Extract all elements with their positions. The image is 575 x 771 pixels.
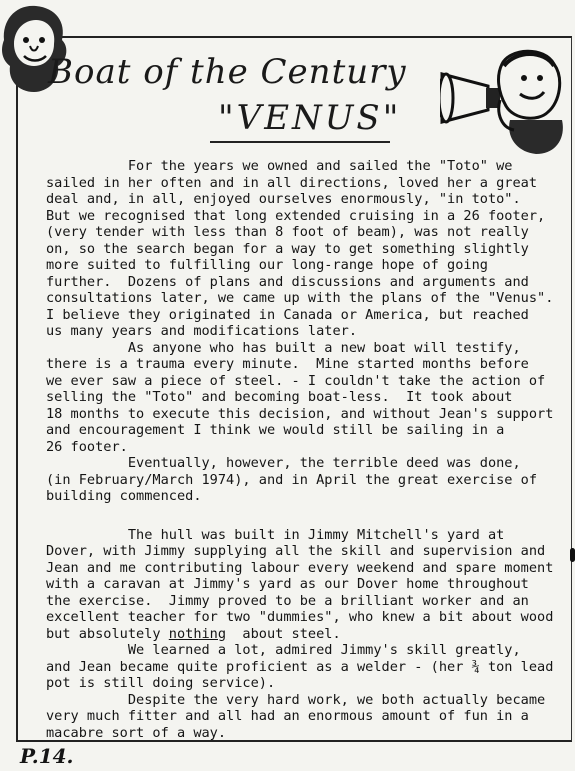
text-line: (in February/March 1974), and in April the great exercise of bbox=[46, 471, 538, 488]
text-line: building commenced. bbox=[46, 488, 202, 504]
text-line: Dover, with Jimmy supplying all the skill and supervision and bbox=[46, 543, 546, 559]
text-line: very much fitter and all had an enormous amount of fun in a bbox=[46, 708, 529, 724]
text-line: 18 months to execute this decision, and without Jean's support bbox=[46, 405, 554, 422]
paragraph-gap bbox=[46, 505, 568, 527]
text-line: with a caravan at Jimmy's yard as our Dover home throughout bbox=[46, 576, 529, 592]
paragraph bbox=[46, 642, 568, 692]
text-line: deal and, in all, enjoyed ourselves enormously, "in toto". bbox=[46, 191, 521, 207]
megaphone-man-cartoon-icon bbox=[440, 44, 570, 156]
text-line: The hull was built in Jimmy Mitchell's yard at bbox=[46, 526, 505, 543]
underlined-word: nothing bbox=[168, 625, 227, 642]
text-line: As anyone who has built a new boat will testify, bbox=[46, 339, 521, 356]
text-line: on, so the search began for a way to get something slightly bbox=[46, 240, 529, 257]
text-line: sailed in her often and in all directions, loved her a great bbox=[46, 174, 538, 191]
text-line: Eventually, however, the terrible deed was done, bbox=[46, 455, 521, 471]
text-line: But we recognised that long extended cruising in a 26 footer, bbox=[46, 207, 546, 224]
paragraph bbox=[46, 455, 568, 505]
text-line: we ever saw a piece of steel. - I couldn't take the action of bbox=[46, 372, 546, 389]
text-line: Jean and me contributing labour every weekend and spare moment bbox=[46, 559, 554, 576]
text-line: macabre sort of a way. bbox=[46, 724, 227, 741]
text-line: consultations later, we came up with the plans of the "Venus". bbox=[46, 290, 554, 306]
text-line: more suited to fulfilling our long-range hope of going bbox=[46, 257, 488, 273]
paragraph bbox=[46, 340, 568, 456]
text-line: us many years and modifications later. bbox=[46, 323, 357, 339]
article-subtitle: "VENUS" bbox=[218, 98, 402, 138]
text-line: and encouragement I think we would still be sailing in a bbox=[46, 422, 505, 438]
text-fragment: but absolutely bbox=[46, 625, 169, 642]
text-line: excellent teacher for two "dummies", who knew a bit about wood bbox=[46, 609, 554, 625]
text-line: pot is still doing service). bbox=[46, 675, 276, 691]
subtitle-underline bbox=[210, 141, 390, 143]
text-line: We learned a lot, admired Jimmy's skill greatly, bbox=[46, 642, 521, 658]
paragraph bbox=[46, 692, 568, 742]
text-line: further. Dozens of plans and discussions and arguments and bbox=[46, 273, 529, 290]
margin-mark bbox=[570, 548, 575, 562]
text-line: selling the "Toto" and becoming boat-less. It took about bbox=[46, 389, 513, 405]
text-line: the exercise. Jimmy proved to be a brilliant worker and an bbox=[46, 592, 529, 609]
article-title: Boat of the Century bbox=[48, 52, 407, 92]
page-number: P.14. bbox=[20, 744, 74, 768]
text-line: (very tender with less than 8 foot of beam), was not really bbox=[46, 224, 529, 240]
article-body bbox=[46, 158, 568, 741]
text-line bbox=[46, 626, 568, 643]
text-fragment: about steel. bbox=[226, 625, 341, 642]
text-line: For the years we owned and sailed the "Toto" we bbox=[46, 158, 513, 174]
text-line: and Jean became quite proficient as a welder - (her ¾ ton lead bbox=[46, 658, 554, 675]
paragraph bbox=[46, 527, 568, 643]
text-line: Despite the very hard work, we both actually became bbox=[46, 691, 546, 708]
paragraph bbox=[46, 158, 568, 340]
text-line: there is a trauma every minute. Mine started months before bbox=[46, 356, 529, 372]
text-line: 26 footer. bbox=[46, 438, 128, 455]
text-line: I believe they originated in Canada or America, but reached bbox=[46, 306, 529, 323]
